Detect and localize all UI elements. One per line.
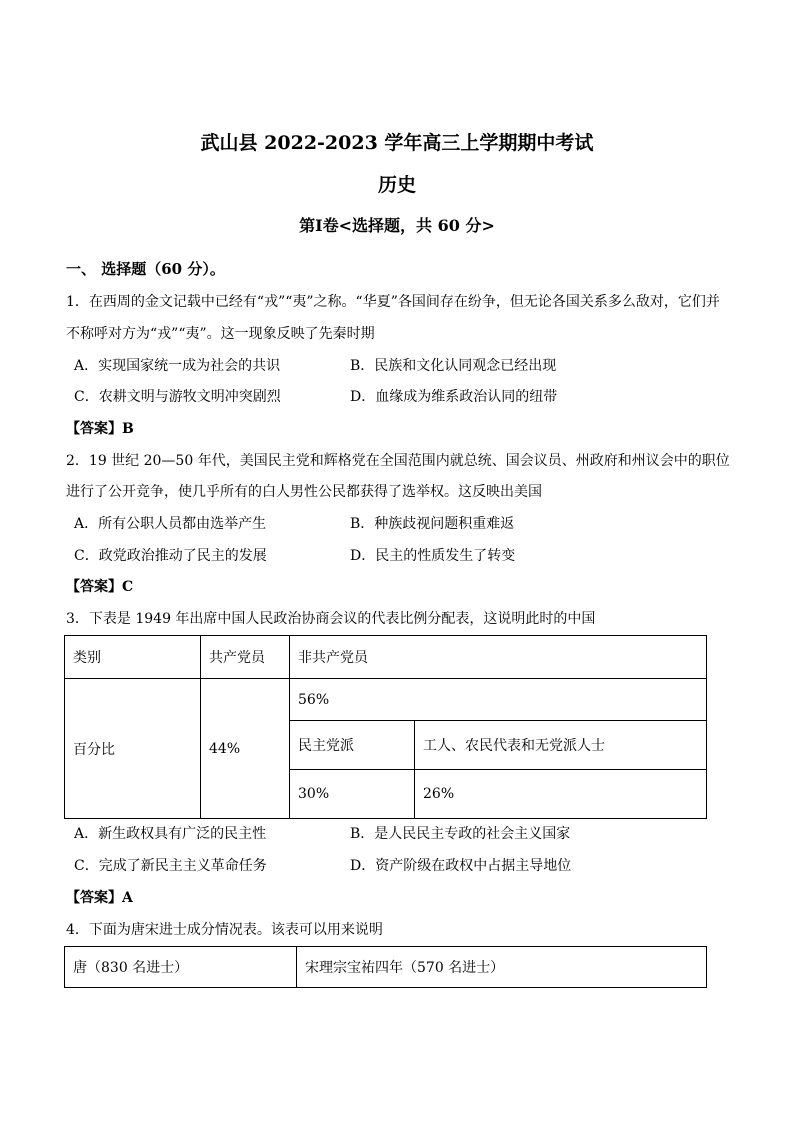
- q2-option-d: D．民主的性质发生了转变: [350, 548, 516, 564]
- table-row-label: 百分比: [65, 679, 201, 819]
- table-header-tang: 唐（830 名进士）: [65, 947, 297, 988]
- q2-stem-line2: 进行了公开竞争，使几乎所有的白人男性公民都获得了选举权。这反映出美国: [66, 484, 542, 500]
- q3-option-d: D．资产阶级在政权中占据主导地位: [350, 858, 572, 874]
- exam-title: 武山县 2022-2023 学年高三上学期期中考试: [200, 132, 594, 154]
- table-header-cpc: 共产党员: [201, 636, 290, 679]
- exam-subject: 历史: [377, 174, 416, 196]
- section-heading: 一、 选择题（60 分）。: [66, 260, 225, 278]
- table-header-category: 类别: [65, 636, 201, 679]
- q1-option-b: B．民族和文化认同观念已经出现: [350, 358, 557, 374]
- table-row: [65, 679, 707, 721]
- q3-option-a: A．新生政权具有广泛的民主性: [74, 826, 267, 842]
- q2-stem-line1: 2．19 世纪 20—50 年代，美国民主党和辉格党在全国范围内就总统、国会议员、州政府和州议会中的职位: [66, 453, 730, 469]
- q3-delegate-table: [64, 635, 707, 819]
- q2-option-a: A．所有公职人员都由选举产生: [74, 516, 267, 532]
- table-header-row: [65, 947, 707, 988]
- table-cell-dem-pct: 30%: [290, 770, 415, 819]
- q2-answer: 【答案】C: [66, 579, 134, 595]
- q2-option-b: B．种族歧视问题积重难返: [350, 516, 515, 532]
- table-header-noncpc: 非共产党员: [290, 636, 707, 679]
- table-cell-dem-parties: 民主党派: [290, 721, 415, 770]
- table-header-row: [65, 636, 707, 679]
- table-cell-workers: 工人、农民代表和无党派人士: [415, 721, 707, 770]
- q3-option-c: C．完成了新民主主义革命任务: [74, 858, 267, 874]
- q4-jinshi-table: [64, 946, 707, 988]
- q3-stem-line1: 3．下表是 1949 年出席中国人民政治协商会议的代表比例分配表，这说明此时的中国: [66, 611, 596, 627]
- q1-stem-line1: 1．在西周的金文记载中已经有“戎”“夷”之称。“华夏”各国间存在纷争，但无论各国关系多么敌对，它们并: [66, 294, 720, 310]
- q1-option-c: C．农耕文明与游牧文明冲突剧烈: [74, 389, 281, 405]
- q4-stem-line1: 4．下面为唐宋进士成分情况表。该表可以用来说明: [66, 922, 383, 938]
- table-cell-noncpc-pct: 56%: [290, 679, 707, 721]
- table-header-song: 宋理宗宝祐四年（570 名进士）: [297, 947, 707, 988]
- q1-stem-line2: 不称呼对方为“戎”“夷”。这一现象反映了先秦时期: [66, 326, 375, 342]
- q1-answer: 【答案】B: [66, 421, 134, 437]
- q2-option-c: C．政党政治推动了民主的发展: [74, 548, 267, 564]
- exam-part-heading: 第Ⅰ卷<选择题，共 60 分>: [299, 216, 495, 235]
- q1-option-d: D．血缘成为维系政治认同的纽带: [350, 389, 558, 405]
- table-cell-cpc-pct: 44%: [201, 679, 290, 819]
- q1-option-a: A．实现国家统一成为社会的共识: [74, 358, 281, 374]
- q3-answer: 【答案】A: [66, 890, 133, 906]
- q3-option-b: B．是人民民主专政的社会主义国家: [350, 826, 571, 842]
- table-cell-workers-pct: 26%: [415, 770, 707, 819]
